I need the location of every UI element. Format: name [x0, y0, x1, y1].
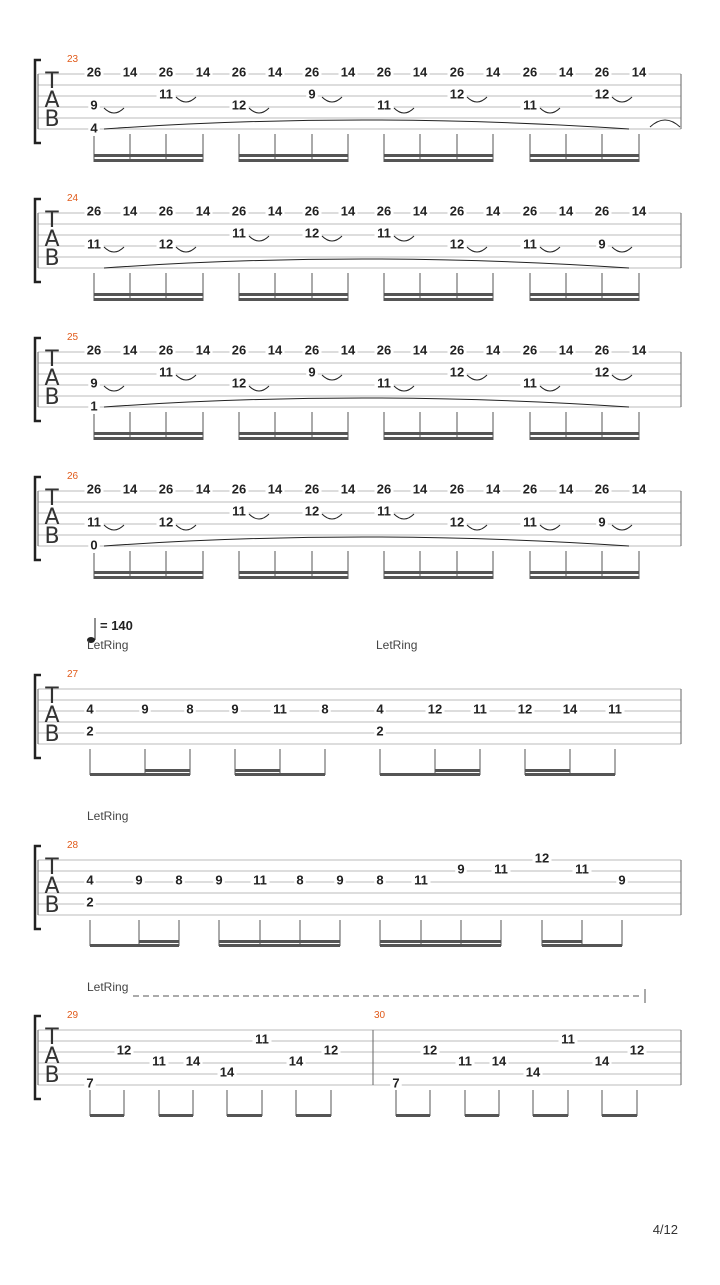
fret-number: 14: [412, 481, 428, 497]
tie-slur: [249, 236, 269, 241]
fret-number: 11: [159, 86, 173, 102]
fret-number: 26: [449, 203, 465, 219]
note-beam: [139, 940, 179, 943]
fret-number: 14: [195, 481, 211, 497]
tie-slur: [322, 97, 342, 102]
tie-slur: [650, 120, 680, 127]
tab-clef-letter: A: [44, 88, 60, 113]
tie-slur: [104, 108, 124, 113]
tab-clef-letter: T: [45, 1025, 59, 1050]
note-beam: [219, 944, 340, 947]
fret-number: 14: [485, 481, 501, 497]
fret-number: 14: [412, 203, 428, 219]
tie-slur: [612, 525, 632, 530]
fret-number: 26: [158, 203, 174, 219]
measure-number: 26: [67, 471, 79, 482]
fret-number: 12: [534, 850, 550, 866]
tie-slur: [394, 108, 414, 113]
fret-number: 26: [594, 481, 610, 497]
fret-number: 11: [523, 97, 537, 113]
fret-number: 26: [449, 64, 465, 80]
fret-number: 9: [231, 701, 239, 717]
tie-slur: [394, 386, 414, 391]
fret-number: 8: [376, 872, 384, 888]
tie-slur: [104, 120, 629, 129]
fret-number: 4: [90, 120, 98, 136]
note-beam: [239, 159, 348, 162]
fret-number: 11: [159, 364, 173, 380]
note-beam: [525, 773, 615, 776]
fret-number: 26: [594, 203, 610, 219]
note-beam: [239, 293, 348, 296]
note-beam: [384, 432, 493, 435]
fret-number: 9: [336, 872, 344, 888]
tie-slur: [394, 514, 414, 519]
fret-number: 26: [231, 342, 247, 358]
fret-number: 2: [376, 723, 384, 739]
let-ring-label: LetRing: [376, 638, 418, 652]
fret-number: 9: [457, 861, 465, 877]
tie-slur: [612, 375, 632, 380]
page-number: 4/12: [652, 1222, 678, 1237]
note-beam: [384, 154, 493, 157]
fret-number: 26: [158, 481, 174, 497]
let-ring-label: LetRing: [87, 980, 129, 994]
note-beam: [384, 298, 493, 301]
fret-number: 14: [412, 64, 428, 80]
fret-number: 8: [321, 701, 329, 717]
tie-slur: [104, 247, 124, 252]
note-beam: [435, 769, 480, 772]
measure-number: 25: [67, 332, 79, 343]
fret-number: 26: [522, 64, 538, 80]
fret-number: 11: [253, 872, 267, 888]
fret-number: 14: [631, 481, 647, 497]
fret-number: 26: [304, 481, 320, 497]
note-beam: [525, 769, 570, 772]
tie-slur: [176, 375, 196, 380]
tie-slur: [540, 108, 560, 113]
fret-number: 11: [414, 872, 428, 888]
fret-number: 14: [525, 1064, 541, 1080]
tie-slur: [540, 525, 560, 530]
fret-number: 26: [304, 342, 320, 358]
fret-number: 26: [231, 203, 247, 219]
fret-number: 14: [195, 203, 211, 219]
tab-clef-letter: T: [45, 684, 59, 709]
tie-slur: [176, 97, 196, 102]
fret-number: 14: [219, 1064, 235, 1080]
tie-slur: [612, 97, 632, 102]
tie-slur: [394, 236, 414, 241]
tab-clef-letter: T: [45, 855, 59, 880]
fret-number: 12: [594, 86, 610, 102]
fret-number: 12: [449, 86, 465, 102]
fret-number: 12: [304, 225, 320, 241]
tab-system-25: [35, 338, 681, 440]
fret-number: 14: [340, 64, 356, 80]
fret-number: 12: [427, 701, 443, 717]
fret-number: 14: [267, 203, 283, 219]
note-beam: [396, 1114, 430, 1117]
fret-number: 12: [323, 1042, 339, 1058]
fret-number: 26: [86, 481, 102, 497]
fret-number: 11: [608, 701, 622, 717]
tab-system-23: [35, 60, 681, 162]
tab-clef-letter: T: [45, 486, 59, 511]
fret-number: 14: [288, 1053, 304, 1069]
tie-slur: [467, 375, 487, 380]
fret-number: 26: [376, 64, 392, 80]
measure-number: 27: [67, 669, 79, 680]
note-beam: [380, 944, 501, 947]
fret-number: 14: [491, 1053, 507, 1069]
fret-number: 14: [558, 203, 574, 219]
tie-slur: [249, 386, 269, 391]
note-beam: [380, 773, 480, 776]
tab-clef-letter: B: [44, 107, 60, 132]
tie-slur: [249, 514, 269, 519]
measure-number: 30: [374, 1010, 386, 1021]
tab-system-26: [35, 477, 681, 579]
fret-number: 26: [522, 203, 538, 219]
fret-number: 12: [422, 1042, 438, 1058]
measure-number: 24: [67, 193, 79, 204]
note-beam: [239, 576, 348, 579]
note-beam: [159, 1114, 193, 1117]
tab-clef-letter: T: [45, 347, 59, 372]
tab-clef-letter: T: [45, 208, 59, 233]
note-beam: [94, 432, 203, 435]
fret-number: 11: [523, 514, 537, 530]
note-beam: [602, 1114, 637, 1117]
note-beam: [94, 298, 203, 301]
measure-number: 28: [67, 840, 79, 851]
fret-number: 2: [86, 894, 94, 910]
note-beam: [384, 571, 493, 574]
fret-number: 14: [195, 64, 211, 80]
fret-number: 11: [377, 375, 391, 391]
measure-number: 29: [67, 1010, 79, 1021]
note-beam: [90, 944, 179, 947]
fret-number: 11: [255, 1031, 269, 1047]
note-beam: [94, 437, 203, 440]
tab-clef-letter: B: [44, 524, 60, 549]
fret-number: 14: [562, 701, 578, 717]
note-beam: [530, 576, 639, 579]
fret-number: 11: [523, 236, 537, 252]
note-beam: [90, 1114, 124, 1117]
fret-number: 26: [304, 203, 320, 219]
tie-slur: [104, 525, 124, 530]
fret-number: 26: [376, 481, 392, 497]
fret-number: 14: [485, 64, 501, 80]
fret-number: 12: [116, 1042, 132, 1058]
note-beam: [94, 571, 203, 574]
fret-number: 12: [517, 701, 533, 717]
tie-slur: [322, 514, 342, 519]
fret-number: 11: [523, 375, 537, 391]
tab-clef-letter: A: [44, 505, 60, 530]
tab-clef-letter: A: [44, 1044, 60, 1069]
tie-slur: [540, 386, 560, 391]
fret-number: 26: [594, 64, 610, 80]
fret-number: 7: [392, 1075, 400, 1091]
note-beam: [239, 432, 348, 435]
fret-number: 14: [340, 342, 356, 358]
fret-number: 12: [449, 364, 465, 380]
fret-number: 26: [376, 342, 392, 358]
fret-number: 11: [87, 236, 101, 252]
note-beam: [542, 940, 582, 943]
tie-slur: [104, 398, 629, 407]
note-beam: [94, 159, 203, 162]
fret-number: 14: [340, 203, 356, 219]
note-beam: [235, 773, 325, 776]
fret-number: 11: [377, 97, 391, 113]
tab-clef-letter: B: [44, 246, 60, 271]
fret-number: 14: [122, 203, 138, 219]
let-ring-label: LetRing: [87, 638, 129, 652]
tab-clef-letter: A: [44, 366, 60, 391]
fret-number: 14: [267, 64, 283, 80]
fret-number: 14: [267, 481, 283, 497]
note-beam: [380, 940, 501, 943]
fret-number: 9: [308, 86, 316, 102]
tab-system-24: [35, 199, 681, 301]
tab-system-28: [35, 846, 681, 947]
fret-number: 14: [185, 1053, 201, 1069]
fret-number: 26: [522, 342, 538, 358]
tie-slur: [322, 236, 342, 241]
fret-number: 12: [231, 97, 247, 113]
tab-system-27: [35, 675, 681, 776]
fret-number: 9: [215, 872, 223, 888]
fret-number: 26: [86, 203, 102, 219]
fret-number: 14: [631, 203, 647, 219]
tie-slur: [540, 247, 560, 252]
note-beam: [384, 293, 493, 296]
tie-slur: [612, 247, 632, 252]
fret-number: 14: [122, 342, 138, 358]
fret-number: 11: [377, 503, 391, 519]
fret-number: 12: [629, 1042, 645, 1058]
fret-number: 9: [598, 236, 606, 252]
fret-number: 9: [135, 872, 143, 888]
tie-slur: [467, 247, 487, 252]
fret-number: 9: [618, 872, 626, 888]
fret-number: 12: [449, 514, 465, 530]
note-beam: [530, 293, 639, 296]
note-beam: [94, 293, 203, 296]
fret-number: 14: [267, 342, 283, 358]
tab-clef-letter: B: [44, 722, 60, 747]
note-beam: [530, 154, 639, 157]
fret-number: 11: [377, 225, 391, 241]
note-beam: [227, 1114, 262, 1117]
fret-number: 14: [594, 1053, 610, 1069]
let-ring-label: LetRing: [87, 809, 129, 823]
fret-number: 11: [561, 1031, 575, 1047]
fret-number: 1: [90, 398, 98, 414]
note-beam: [90, 773, 190, 776]
fret-number: 12: [304, 503, 320, 519]
tab-clef-letter: B: [44, 1063, 60, 1088]
note-beam: [239, 571, 348, 574]
fret-number: 4: [86, 701, 94, 717]
note-beam: [384, 159, 493, 162]
fret-number: 11: [232, 503, 246, 519]
fret-number: 2: [86, 723, 94, 739]
fret-number: 9: [598, 514, 606, 530]
tie-slur: [176, 525, 196, 530]
fret-number: 26: [231, 481, 247, 497]
fret-number: 14: [412, 342, 428, 358]
tab-clef-letter: A: [44, 874, 60, 899]
note-beam: [533, 1114, 568, 1117]
tab-clef-letter: A: [44, 703, 60, 728]
fret-number: 14: [631, 342, 647, 358]
measure-number: 23: [67, 54, 79, 65]
note-beam: [530, 437, 639, 440]
fret-number: 11: [458, 1053, 472, 1069]
note-beam: [239, 154, 348, 157]
fret-number: 11: [232, 225, 246, 241]
note-beam: [384, 576, 493, 579]
fret-number: 26: [449, 342, 465, 358]
fret-number: 26: [449, 481, 465, 497]
fret-number: 11: [152, 1053, 166, 1069]
tie-slur: [176, 247, 196, 252]
tie-slur: [104, 259, 629, 268]
fret-number: 14: [558, 481, 574, 497]
fret-number: 26: [158, 342, 174, 358]
fret-number: 26: [86, 64, 102, 80]
tempo-marking: = 140: [100, 618, 133, 633]
fret-number: 8: [296, 872, 304, 888]
fret-number: 7: [86, 1075, 94, 1091]
fret-number: 11: [273, 701, 287, 717]
tie-slur: [104, 537, 629, 546]
fret-number: 8: [175, 872, 183, 888]
note-beam: [384, 437, 493, 440]
fret-number: 14: [558, 64, 574, 80]
fret-number: 11: [87, 514, 101, 530]
note-beam: [219, 940, 340, 943]
tie-slur: [249, 108, 269, 113]
fret-number: 9: [90, 375, 98, 391]
fret-number: 9: [90, 97, 98, 113]
tab-clef-letter: T: [45, 69, 59, 94]
tie-slur: [104, 386, 124, 391]
fret-number: 12: [158, 236, 174, 252]
fret-number: 26: [304, 64, 320, 80]
fret-number: 14: [485, 342, 501, 358]
tab-clef-letter: B: [44, 893, 60, 918]
tab-clef-letter: A: [44, 227, 60, 252]
fret-number: 14: [122, 481, 138, 497]
note-beam: [530, 571, 639, 574]
fret-number: 14: [558, 342, 574, 358]
fret-number: 26: [86, 342, 102, 358]
fret-number: 11: [494, 861, 508, 877]
fret-number: 12: [231, 375, 247, 391]
fret-number: 4: [86, 872, 94, 888]
fret-number: 14: [631, 64, 647, 80]
fret-number: 4: [376, 701, 384, 717]
fret-number: 0: [90, 537, 98, 553]
fret-number: 14: [195, 342, 211, 358]
note-beam: [530, 432, 639, 435]
fret-number: 26: [594, 342, 610, 358]
tie-slur: [322, 375, 342, 380]
note-beam: [542, 944, 622, 947]
fret-number: 26: [158, 64, 174, 80]
note-beam: [239, 298, 348, 301]
fret-number: 14: [485, 203, 501, 219]
note-beam: [296, 1114, 331, 1117]
fret-number: 26: [231, 64, 247, 80]
tab-system-29-30: [35, 1016, 681, 1117]
note-beam: [239, 437, 348, 440]
fret-number: 14: [340, 481, 356, 497]
note-beam: [145, 769, 190, 772]
fret-number: 12: [449, 236, 465, 252]
fret-number: 11: [473, 701, 487, 717]
fret-number: 9: [141, 701, 149, 717]
note-beam: [465, 1114, 499, 1117]
note-beam: [530, 298, 639, 301]
fret-number: 12: [158, 514, 174, 530]
fret-number: 12: [594, 364, 610, 380]
tie-slur: [467, 525, 487, 530]
note-beam: [235, 769, 280, 772]
fret-number: 14: [122, 64, 138, 80]
fret-number: 26: [376, 203, 392, 219]
note-beam: [94, 154, 203, 157]
fret-number: 8: [186, 701, 194, 717]
note-beam: [530, 159, 639, 162]
tie-slur: [467, 97, 487, 102]
fret-number: 11: [575, 861, 589, 877]
note-beam: [94, 576, 203, 579]
fret-number: 26: [522, 481, 538, 497]
fret-number: 9: [308, 364, 316, 380]
tab-clef-letter: B: [44, 385, 60, 410]
